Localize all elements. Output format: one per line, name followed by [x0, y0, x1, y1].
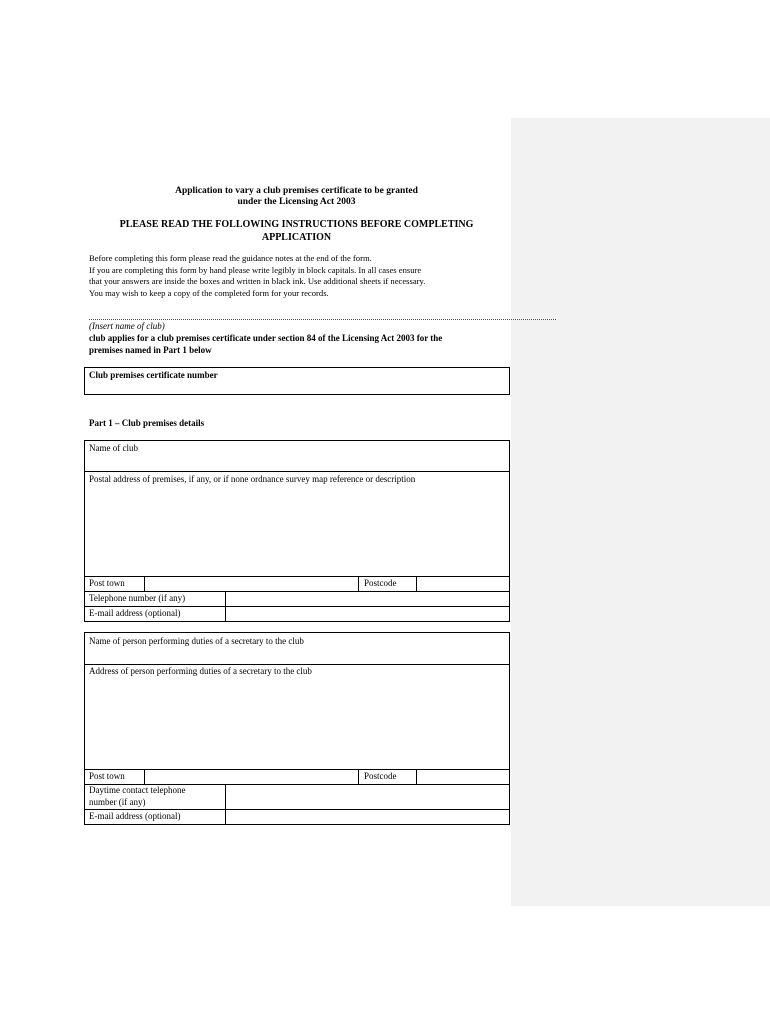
certificate-number-label: Club premises certificate number — [89, 370, 218, 380]
certificate-number-field[interactable] — [84, 367, 510, 395]
insert-name-hint: (Insert name of club) — [89, 321, 165, 331]
secretary-name-label: Name of person performing duties of a secretary to the club — [89, 636, 304, 646]
secretary-email-field[interactable] — [226, 810, 508, 824]
premises-address-field[interactable] — [86, 486, 508, 575]
secretary-post-town-field[interactable] — [145, 770, 358, 784]
intro-text — [89, 253, 509, 299]
premises-email-field[interactable] — [226, 607, 508, 621]
instructions-heading-line1: PLEASE READ THE FOLLOWING INSTRUCTIONS BEFORE COMPLETING — [119, 219, 474, 230]
comment-pane — [511, 118, 770, 906]
club-name-field[interactable] — [86, 455, 508, 471]
premises-post-town-label: Post town — [89, 578, 125, 588]
secretary-telephone-field[interactable] — [226, 785, 508, 808]
form-title-line2: under the Licensing Act 2003 — [237, 197, 356, 207]
intro-line: You may wish to keep a copy of the completed form for your records. — [89, 287, 329, 298]
premises-email-label: E-mail address (optional) — [89, 608, 181, 618]
secretary-email-label: E-mail address (optional) — [89, 811, 181, 821]
instructions-heading — [84, 219, 509, 244]
intro-line: that your answers are inside the boxes and written in black ink. Use additional sheets if necessary. — [89, 276, 426, 287]
form-title — [84, 186, 509, 208]
secretary-postcode-label: Postcode — [364, 771, 397, 781]
premises-post-town-field[interactable] — [145, 577, 358, 591]
secretary-address-label: Address of person performing duties of a secretary to the club — [89, 666, 312, 676]
secretary-post-town-label: Post town — [89, 771, 125, 781]
premises-postcode-label: Postcode — [364, 578, 397, 588]
applies-statement — [89, 333, 509, 356]
secretary-name-field[interactable] — [86, 648, 508, 663]
club-name-entry-line[interactable] — [89, 319, 556, 320]
instructions-heading-line2: APPLICATION — [261, 231, 332, 243]
intro-line: Before completing this form please read the guidance notes at the end of the form. — [89, 253, 372, 263]
applies-line2: premises named in Part 1 below — [89, 344, 212, 355]
club-name-label: Name of club — [89, 443, 138, 453]
part1-heading: Part 1 – Club premises details — [89, 418, 205, 428]
applies-line1: club applies for a club premises certificate under section 84 of the Licensing Act 2003 for the — [89, 333, 443, 343]
secretary-telephone-label-line2: number (if any) — [89, 796, 146, 807]
premises-telephone-field[interactable] — [226, 592, 508, 606]
divider — [84, 664, 510, 665]
secretary-postcode-field[interactable] — [417, 770, 508, 784]
secretary-address-field[interactable] — [86, 678, 508, 768]
premises-address-label: Postal address of premises, if any, or if none ordnance survey map reference or description — [89, 474, 416, 484]
secretary-telephone-label — [89, 785, 185, 808]
divider — [358, 769, 359, 784]
premises-telephone-label: Telephone number (if any) — [89, 593, 186, 603]
intro-line: If you are completing this form by hand please write legibly in block capitals. In all cases ensure — [89, 264, 422, 275]
premises-postcode-field[interactable] — [417, 577, 508, 591]
divider — [84, 471, 510, 472]
secretary-telephone-label-line1: Daytime contact telephone — [89, 785, 186, 795]
form-title-line1: Application to vary a club premises certificate to be granted — [175, 186, 418, 196]
divider — [358, 576, 359, 591]
